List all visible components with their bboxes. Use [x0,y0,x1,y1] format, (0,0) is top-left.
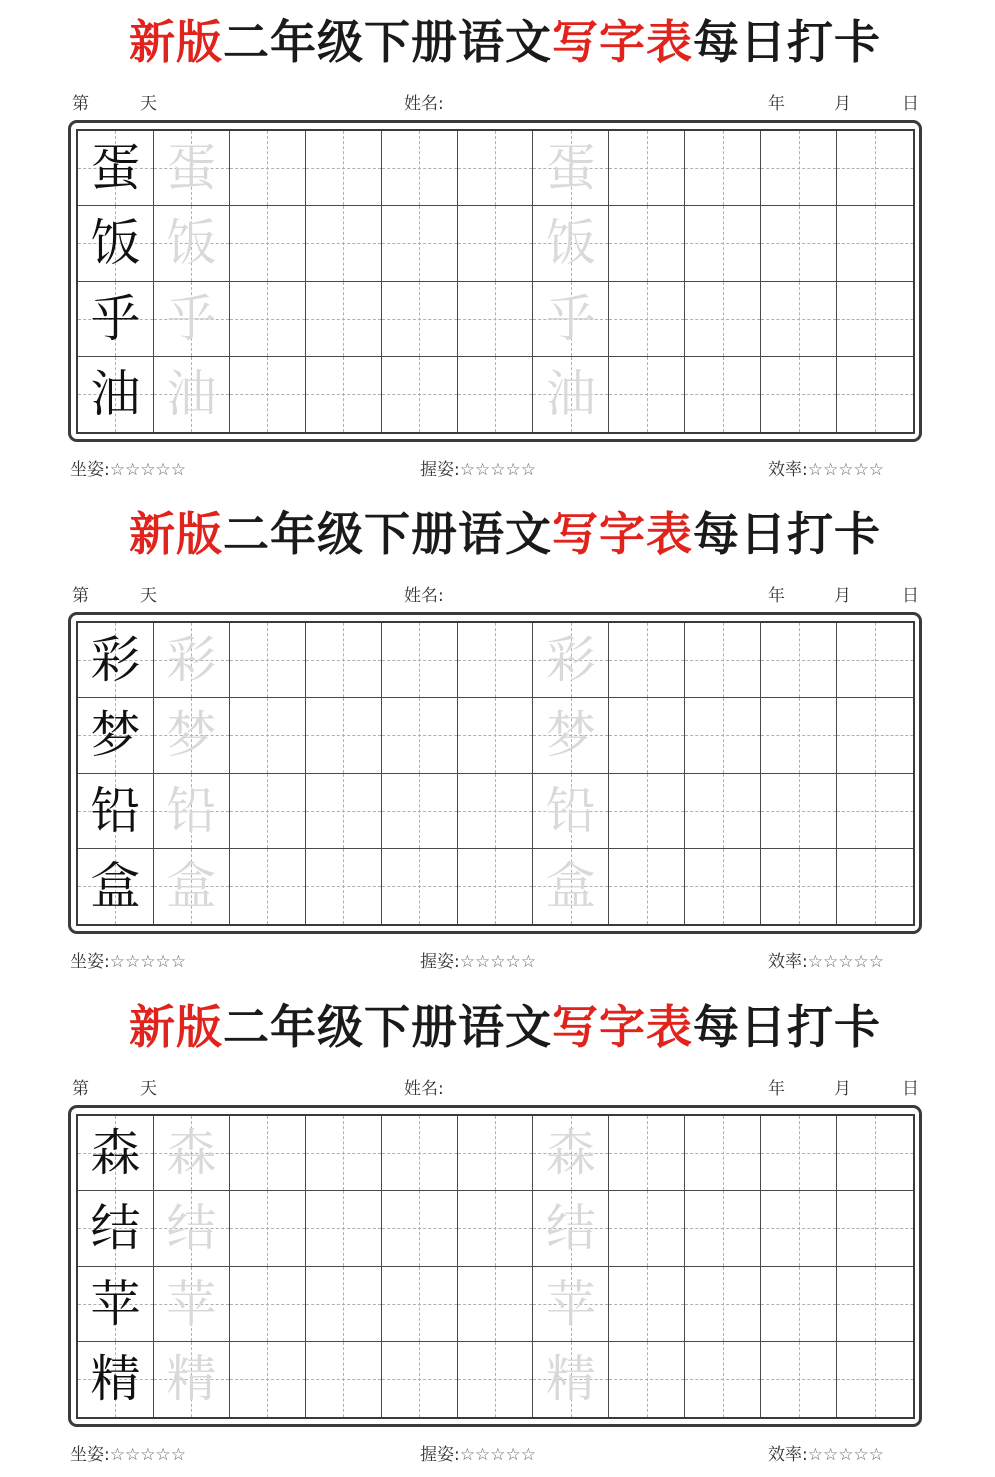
model-character: 精 [90,1350,141,1409]
star-rating-icons[interactable]: ☆☆☆☆☆ [459,1445,536,1465]
writing-cell[interactable] [837,1267,913,1342]
name-label: 姓名: [404,586,444,606]
rating-item [70,950,186,974]
rating-label: 握姿: [420,1445,460,1465]
writing-cell[interactable] [609,1342,685,1417]
title-part: 写字表 [552,1000,693,1054]
writing-cell[interactable] [230,698,306,773]
writing-cell[interactable] [306,206,382,281]
trace-character: 盒 [166,857,217,916]
writing-cell[interactable] [458,1191,534,1266]
trace-character-cell [154,1342,230,1417]
day-suffix-label: 天 [140,586,157,606]
star-rating-icons[interactable]: ☆☆☆☆☆ [459,952,536,972]
trace-character: 铅 [545,781,596,840]
writing-cell[interactable] [458,849,534,924]
writing-cell[interactable] [761,849,837,924]
writing-grid [76,1114,915,1419]
writing-cell[interactable] [609,131,685,206]
trace-character: 蛋 [545,139,596,198]
model-character: 乎 [90,289,141,348]
trace-character: 梦 [166,706,217,765]
writing-cell[interactable] [761,774,837,849]
trace-character: 彩 [166,631,217,690]
trace-character: 结 [166,1199,217,1258]
model-character-cell [78,357,154,432]
writing-cell[interactable] [230,1267,306,1342]
rating-item [768,458,884,482]
writing-cell[interactable] [837,1116,913,1191]
writing-cell[interactable] [230,774,306,849]
year-label: 年 [768,94,785,114]
trace-character: 苹 [545,1274,596,1333]
trace-character-cell [533,206,609,281]
writing-cell[interactable] [382,282,458,357]
writing-cell[interactable] [685,1191,761,1266]
rating-label: 坐姿: [70,952,110,972]
model-character-cell [78,849,154,924]
model-character-cell [78,698,154,773]
month-label: 月 [834,1079,851,1099]
writing-cell[interactable] [306,698,382,773]
writing-cell[interactable] [685,623,761,698]
model-character-cell [78,623,154,698]
model-character-cell [78,131,154,206]
rating-item [420,458,536,482]
model-character-cell [78,1116,154,1191]
writing-cell[interactable] [609,357,685,432]
writing-cell[interactable] [609,1116,685,1191]
writing-cell[interactable] [306,849,382,924]
trace-character-cell [533,357,609,432]
day-prefix-label: 第 [72,94,89,114]
writing-cell[interactable] [382,849,458,924]
trace-character-cell [154,131,230,206]
writing-grid [76,621,915,926]
writing-cell[interactable] [685,131,761,206]
writing-cell[interactable] [382,206,458,281]
title-part: 每日打卡 [693,1000,881,1054]
info-row [72,92,920,116]
writing-cell[interactable] [761,131,837,206]
writing-cell[interactable] [382,1267,458,1342]
trace-character: 油 [545,365,596,424]
model-character-cell [78,774,154,849]
rating-item [420,1443,536,1467]
model-character: 梦 [90,706,141,765]
writing-cell[interactable] [306,357,382,432]
trace-character-cell [533,698,609,773]
writing-cell[interactable] [761,698,837,773]
trace-character: 精 [545,1350,596,1409]
title-part: 二年级下册语文 [223,507,552,561]
date-label: 日 [902,94,919,114]
rating-label: 效率: [768,460,808,480]
writing-cell[interactable] [306,282,382,357]
trace-character-cell [154,1267,230,1342]
trace-character-cell [533,1267,609,1342]
trace-character: 精 [166,1350,217,1409]
writing-cell[interactable] [837,282,913,357]
model-character: 饭 [90,214,141,273]
writing-cell[interactable] [685,774,761,849]
trace-character-cell [533,131,609,206]
month-label: 月 [834,94,851,114]
writing-cell[interactable] [230,131,306,206]
writing-cell[interactable] [382,1342,458,1417]
writing-cell[interactable] [685,1267,761,1342]
writing-cell[interactable] [761,1267,837,1342]
trace-character: 彩 [545,631,596,690]
writing-cell[interactable] [609,698,685,773]
trace-character-cell [533,1342,609,1417]
writing-cell[interactable] [837,357,913,432]
model-character: 苹 [90,1274,141,1333]
writing-cell[interactable] [382,623,458,698]
writing-cell[interactable] [458,357,534,432]
trace-character-cell [533,623,609,698]
writing-cell[interactable] [230,1116,306,1191]
writing-cell[interactable] [609,206,685,281]
writing-cell[interactable] [306,1116,382,1191]
model-character-cell [78,1267,154,1342]
date-label: 日 [902,586,919,606]
writing-cell[interactable] [761,1116,837,1191]
writing-cell[interactable] [609,282,685,357]
trace-character: 饭 [166,214,217,273]
trace-character: 森 [545,1124,596,1183]
writing-cell[interactable] [230,849,306,924]
rating-row [70,458,920,482]
title-part: 新版 [129,15,223,69]
writing-cell[interactable] [685,1342,761,1417]
trace-character-cell [154,623,230,698]
trace-character: 乎 [166,289,217,348]
sheet-title [70,12,940,72]
writing-cell[interactable] [761,282,837,357]
writing-cell[interactable] [609,774,685,849]
rating-item [768,950,884,974]
writing-cell[interactable] [837,1191,913,1266]
rating-row [70,950,920,974]
writing-cell[interactable] [685,282,761,357]
trace-character: 苹 [166,1274,217,1333]
writing-cell[interactable] [761,206,837,281]
model-character: 蛋 [90,139,141,198]
writing-cell[interactable] [458,1342,534,1417]
writing-cell[interactable] [685,1116,761,1191]
trace-character: 铅 [166,781,217,840]
year-label: 年 [768,1079,785,1099]
writing-cell[interactable] [685,849,761,924]
practice-sheet [0,0,995,492]
writing-cell[interactable] [761,357,837,432]
title-part: 二年级下册语文 [223,1000,552,1054]
sheet-title [70,504,940,564]
rating-label: 坐姿: [70,460,110,480]
model-character: 森 [90,1124,141,1183]
model-character-cell [78,206,154,281]
star-rating-icons[interactable]: ☆☆☆☆☆ [807,460,884,480]
writing-cell[interactable] [761,1191,837,1266]
writing-cell[interactable] [382,1116,458,1191]
writing-cell[interactable] [837,774,913,849]
writing-cell[interactable] [761,623,837,698]
star-rating-icons[interactable]: ☆☆☆☆☆ [109,1445,186,1465]
trace-character-cell [533,1116,609,1191]
trace-character-cell [154,357,230,432]
model-character: 油 [90,365,141,424]
trace-character: 梦 [545,706,596,765]
writing-cell[interactable] [230,1191,306,1266]
writing-cell[interactable] [458,1267,534,1342]
day-prefix-label: 第 [72,1079,89,1099]
writing-cell[interactable] [230,282,306,357]
writing-cell[interactable] [306,1342,382,1417]
trace-character: 蛋 [166,139,217,198]
rating-label: 效率: [768,952,808,972]
title-part: 新版 [129,507,223,561]
title-part: 每日打卡 [693,15,881,69]
day-prefix-label: 第 [72,586,89,606]
writing-cell[interactable] [837,131,913,206]
writing-cell[interactable] [230,623,306,698]
rating-item [768,1443,884,1467]
writing-cell[interactable] [458,774,534,849]
writing-cell[interactable] [761,1342,837,1417]
trace-character: 饭 [545,214,596,273]
star-rating-icons[interactable]: ☆☆☆☆☆ [459,460,536,480]
rating-item [420,950,536,974]
rating-item [70,1443,186,1467]
trace-character-cell [533,1191,609,1266]
writing-cell[interactable] [609,1191,685,1266]
writing-cell[interactable] [458,1116,534,1191]
trace-character-cell [154,206,230,281]
rating-label: 握姿: [420,952,460,972]
year-label: 年 [768,586,785,606]
rating-label: 效率: [768,1445,808,1465]
writing-cell[interactable] [306,623,382,698]
title-part: 每日打卡 [693,507,881,561]
rating-label: 握姿: [420,460,460,480]
sheet-title [70,997,940,1057]
day-suffix-label: 天 [140,1079,157,1099]
model-character: 结 [90,1199,141,1258]
writing-cell[interactable] [837,206,913,281]
title-part: 二年级下册语文 [223,15,552,69]
trace-character: 森 [166,1124,217,1183]
info-row [72,1077,920,1101]
practice-sheet [0,985,995,1477]
trace-character-cell [154,282,230,357]
name-label: 姓名: [404,1079,444,1099]
title-part: 新版 [129,1000,223,1054]
trace-character-cell [154,1191,230,1266]
writing-cell[interactable] [382,131,458,206]
writing-cell[interactable] [837,698,913,773]
trace-character: 油 [166,365,217,424]
trace-character-cell [533,774,609,849]
model-character-cell [78,282,154,357]
rating-label: 坐姿: [70,1445,110,1465]
day-suffix-label: 天 [140,94,157,114]
writing-grid [76,129,915,434]
trace-character: 结 [545,1199,596,1258]
writing-cell[interactable] [837,1342,913,1417]
writing-cell[interactable] [837,849,913,924]
writing-cell[interactable] [609,849,685,924]
writing-cell[interactable] [230,206,306,281]
title-part: 写字表 [552,15,693,69]
model-character-cell [78,1191,154,1266]
trace-character: 乎 [545,289,596,348]
rating-row [70,1443,920,1467]
writing-cell[interactable] [837,623,913,698]
model-character: 盒 [90,857,141,916]
writing-cell[interactable] [306,1191,382,1266]
writing-cell[interactable] [230,357,306,432]
rating-item [70,458,186,482]
trace-character-cell [154,698,230,773]
writing-cell[interactable] [458,698,534,773]
model-character: 彩 [90,631,141,690]
model-character-cell [78,1342,154,1417]
star-rating-icons[interactable]: ☆☆☆☆☆ [109,460,186,480]
trace-character-cell [154,774,230,849]
writing-cell[interactable] [458,282,534,357]
trace-character-cell [533,849,609,924]
writing-cell[interactable] [382,774,458,849]
name-label: 姓名: [404,94,444,114]
writing-cell[interactable] [306,131,382,206]
writing-cell[interactable] [230,1342,306,1417]
trace-character-cell [154,1116,230,1191]
writing-cell[interactable] [458,131,534,206]
practice-sheet [0,492,995,984]
star-rating-icons[interactable]: ☆☆☆☆☆ [109,952,186,972]
writing-cell[interactable] [382,698,458,773]
writing-cell[interactable] [685,357,761,432]
writing-cell[interactable] [382,357,458,432]
writing-cell[interactable] [685,698,761,773]
writing-cell[interactable] [458,623,534,698]
writing-cell[interactable] [306,1267,382,1342]
writing-cell[interactable] [382,1191,458,1266]
model-character: 铅 [90,781,141,840]
writing-cell[interactable] [685,206,761,281]
star-rating-icons[interactable]: ☆☆☆☆☆ [807,1445,884,1465]
trace-character: 盒 [545,857,596,916]
title-part: 写字表 [552,507,693,561]
trace-character-cell [154,849,230,924]
star-rating-icons[interactable]: ☆☆☆☆☆ [807,952,884,972]
writing-cell[interactable] [609,1267,685,1342]
info-row [72,584,920,608]
writing-cell[interactable] [609,623,685,698]
month-label: 月 [834,586,851,606]
date-label: 日 [902,1079,919,1099]
writing-cell[interactable] [458,206,534,281]
trace-character-cell [533,282,609,357]
writing-cell[interactable] [306,774,382,849]
